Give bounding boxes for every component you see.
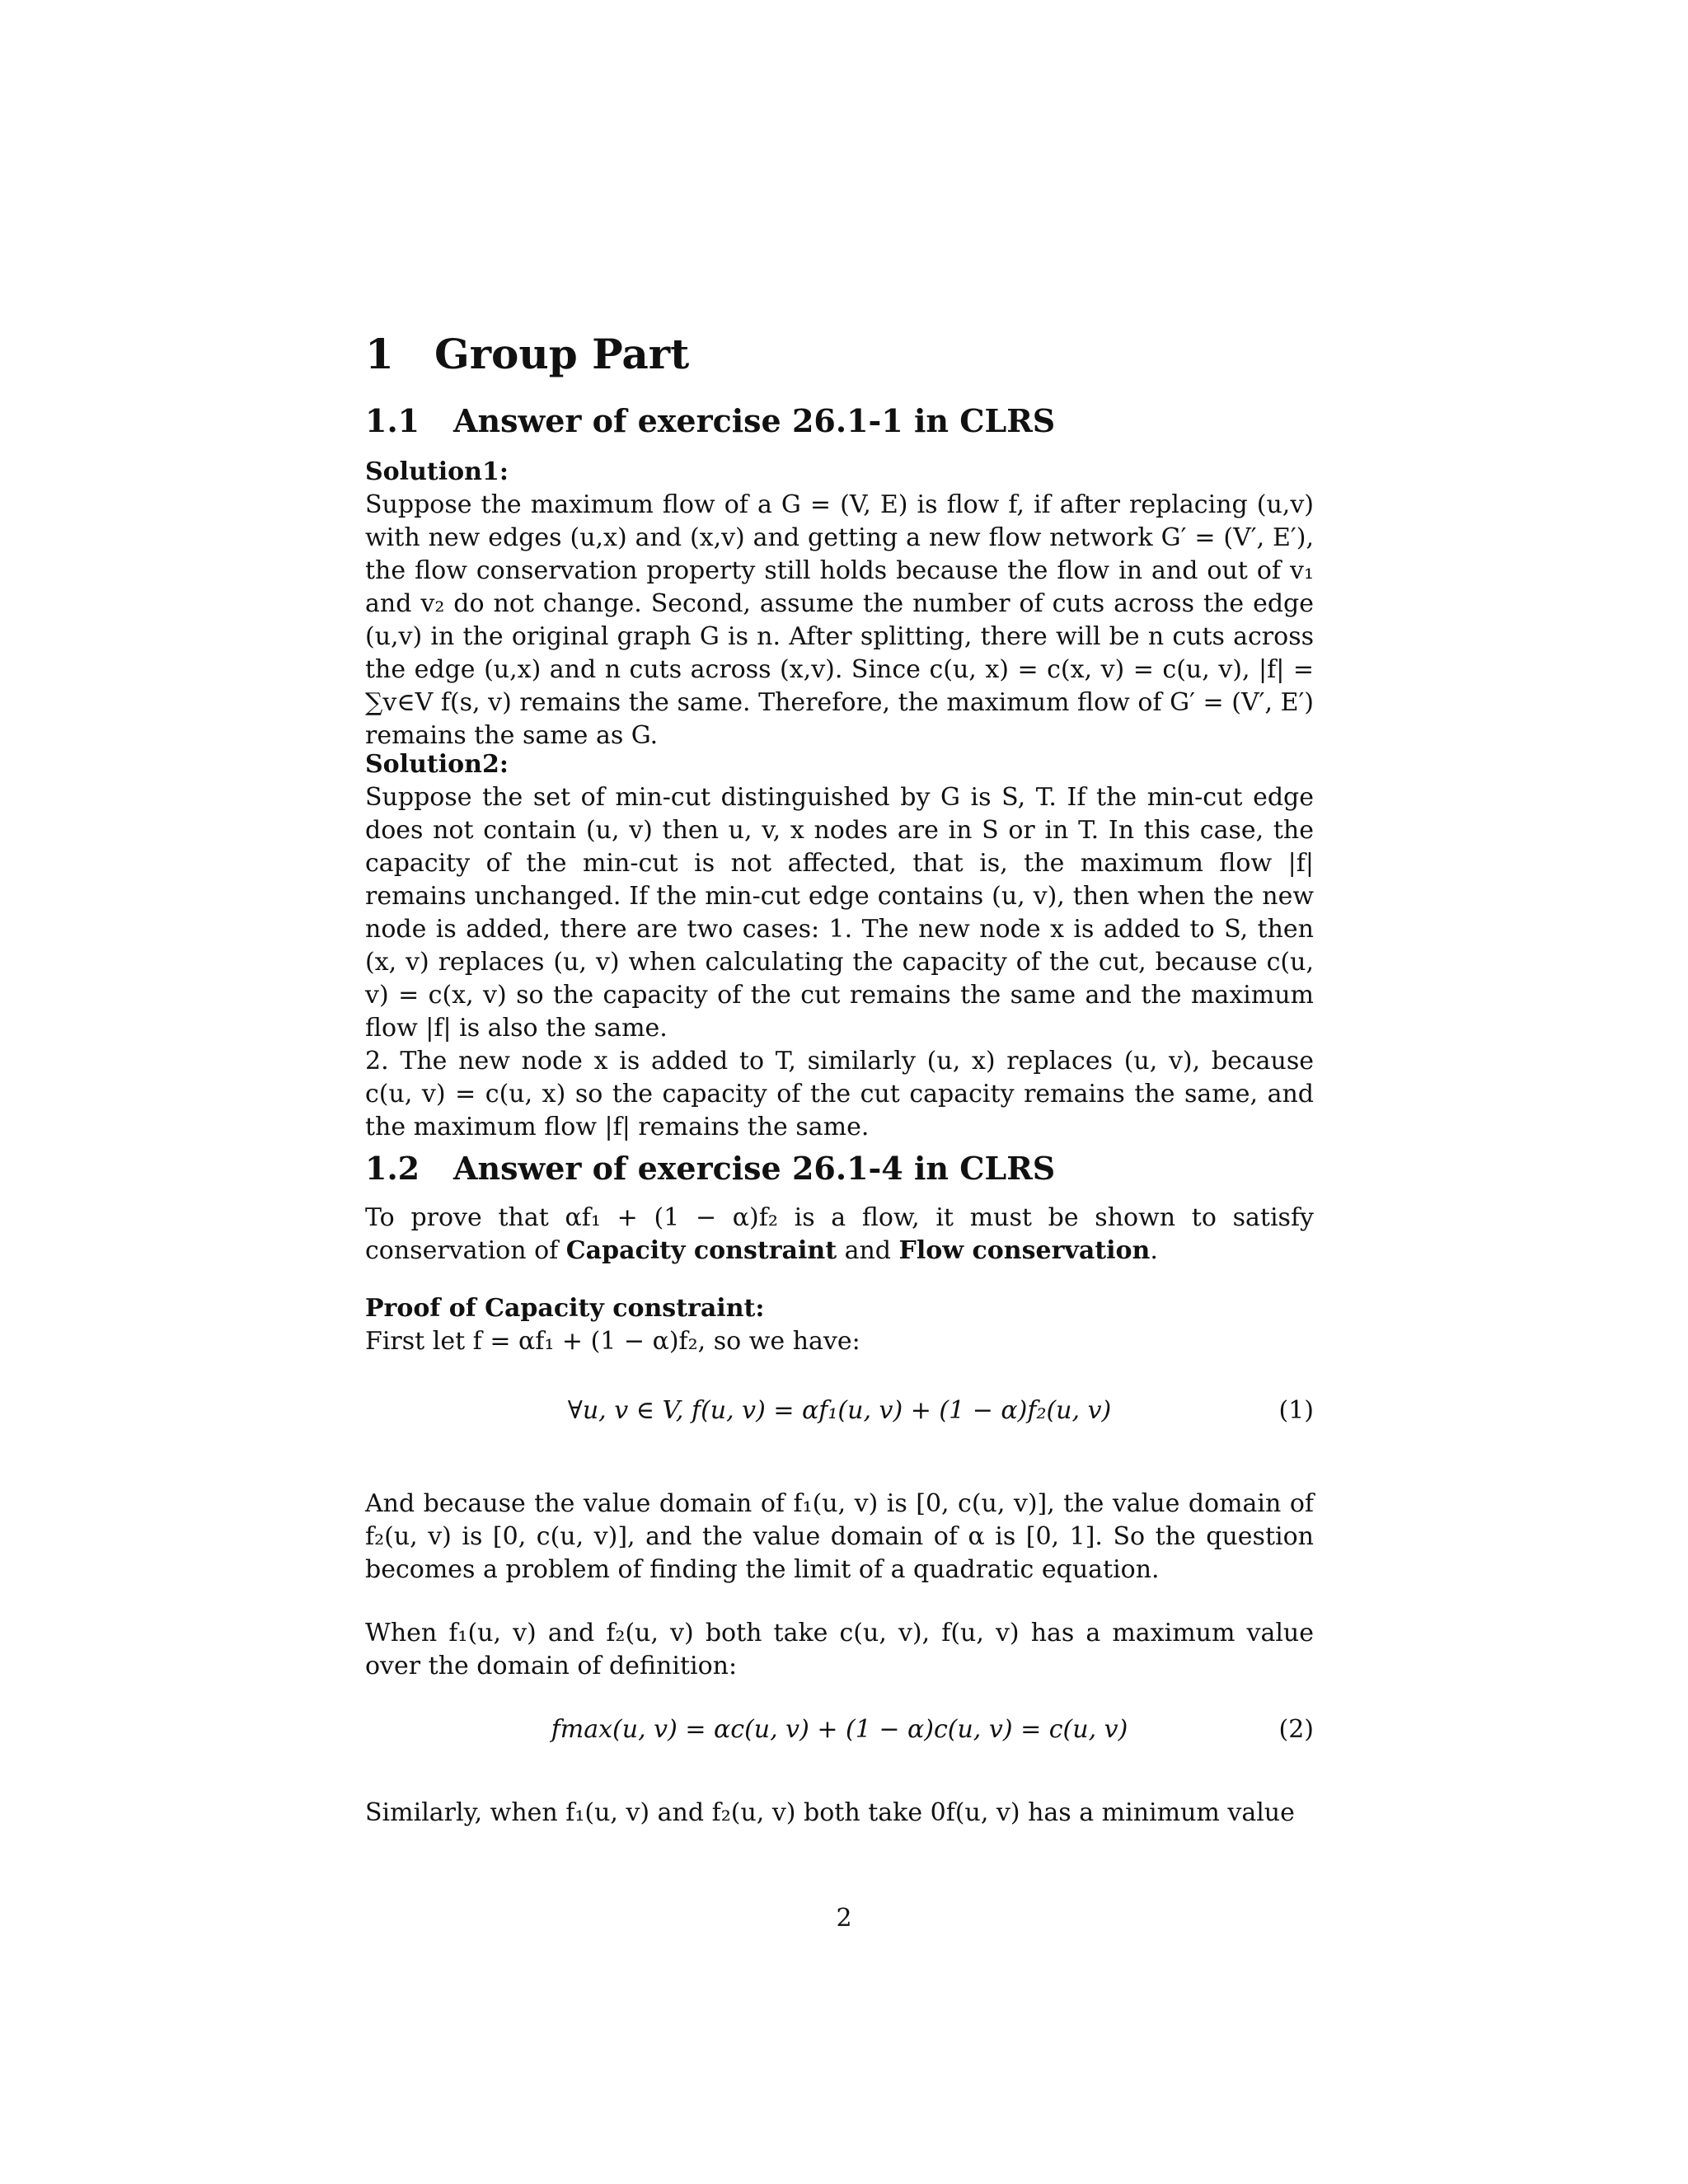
maximum-paragraph	[365, 1617, 1314, 1683]
proof-block	[365, 1292, 1314, 1358]
intro-mid: and	[837, 1236, 899, 1265]
intro-text	[365, 1202, 1314, 1268]
equation-2-body: fmax(u, v) = αc(u, v) + (1 − α)c(u, v) = c(u, v)	[551, 1715, 1128, 1744]
solution1-text: Suppose the maximum flow of a G = (V, E) is flow f, if after replacing (u,v) with new edges (u,x) and (x,v) and getting a new flow network G′ = (V′, E′), the flow conservation property still holds because the flow in and out of v₁ and v₂ do not change. Second, assume the number of cuts across the edge (u,v) in the original graph G is n. After splitting, there will be n cuts across the edge (u,x) and n cuts across (x,v). Since c(u, x) = c(x, v) = c(u, v), |f| = ∑v∈V f(s, v) remains the same. Therefore, the maximum flow of G′ = (V′, E′) remains the same as G.	[365, 490, 1314, 750]
proof-heading: Proof of Capacity constraint:	[365, 1294, 765, 1323]
section-title: Group Part	[434, 330, 690, 378]
solution2-text: Suppose the set of min-cut distinguished by G is S, T. If the min-cut edge does not contain (u, v) then u, v, x nodes are in S or in T. In this case, the capacity of the min-cut is not affected, that is, the maximum flow |f| remains unchanged. If the min-cut edge contains (u, v), then when the new node is added, there are two cases: 1. The new node x is added to S, then (x, v) replaces (u, v) when calculating the capacity of the cut, because c(u, v) = c(x, v) so the capacity of the cut remains the same and the maximum flow |f| is also the same.	[365, 783, 1314, 1043]
maximum-text: When f₁(u, v) and f₂(u, v) both take c(u, v), f(u, v) has a maximum value over the domain of definition:	[365, 1619, 1314, 1680]
equation-1-body: ∀u, v ∈ V, f(u, v) = αf₁(u, v) + (1 − α)f₂(u, v)	[567, 1396, 1112, 1425]
equation-2-tag: (2)	[1278, 1715, 1314, 1744]
capacity-constraint-term: Capacity constraint	[565, 1236, 837, 1265]
intro-post: .	[1150, 1236, 1158, 1265]
section-number: 1	[365, 330, 394, 378]
minimum-paragraph	[365, 1797, 1314, 1830]
solution2-text-case2: 2. The new node x is added to T, similarly (u, x) replaces (u, v), because c(u, v) = c(u, x) so the capacity of the cut capacity remains the same, and the maximum flow |f| remains the same.	[365, 1047, 1314, 1141]
minimum-text: Similarly, when f₁(u, v) and f₂(u, v) both take 0f(u, v) has a minimum value	[365, 1798, 1295, 1827]
solution2-block	[365, 748, 1314, 1144]
intro-paragraph	[365, 1202, 1314, 1268]
domain-paragraph	[365, 1488, 1314, 1586]
subsection-number: 1.2	[365, 1150, 420, 1187]
solution1-heading: Solution1:	[365, 457, 509, 486]
subsection-title: Answer of exercise 26.1-4 in CLRS	[453, 1150, 1056, 1187]
subsection-heading-1-1	[365, 402, 1055, 439]
section-heading	[365, 330, 689, 378]
page-number: 2	[836, 1904, 852, 1933]
subsection-number: 1.1	[365, 402, 420, 439]
subsection-title: Answer of exercise 26.1-1 in CLRS	[453, 402, 1056, 439]
proof-text: First let f = αf₁ + (1 − α)f₂, so we have:	[365, 1327, 860, 1356]
intro-pre: To prove that αf₁ + (1 − α)f₂ is a flow, it must be shown to satisfy conservation of	[365, 1203, 1314, 1265]
subsection-heading-1-2	[365, 1150, 1055, 1187]
solution1-block	[365, 456, 1314, 752]
equation-1-tag: (1)	[1278, 1396, 1314, 1425]
solution2-heading: Solution2:	[365, 750, 509, 779]
flow-conservation-term: Flow conservation	[898, 1236, 1151, 1265]
domain-text: And because the value domain of f₁(u, v) is [0, c(u, v)], the value domain of f₂(u, v) is [0, c(u, v)], and the value domain of α is [0, 1]. So the question becomes a problem of finding the limit of a quadratic equation.	[365, 1489, 1314, 1584]
